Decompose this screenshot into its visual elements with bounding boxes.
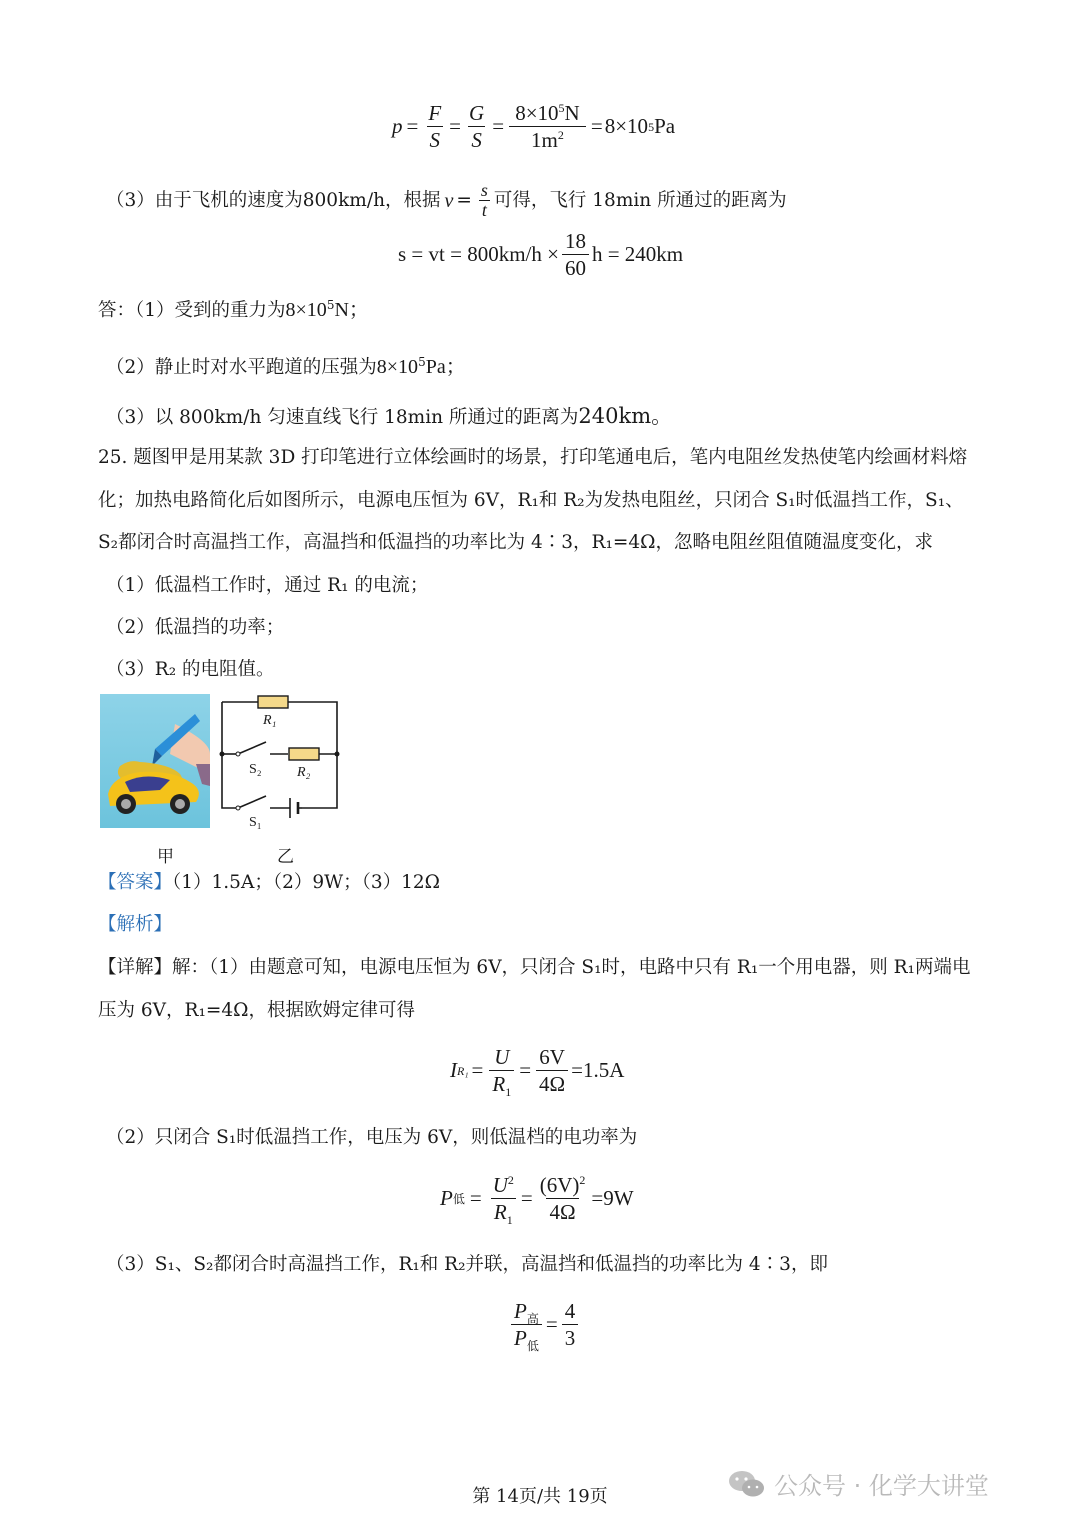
unit: N； <box>334 299 369 321</box>
denominator: 3 <box>562 1324 579 1351</box>
subscript: 高 <box>526 1312 539 1327</box>
symbol: P <box>514 1326 527 1350</box>
answer-text: （1）1.5A；（2）9W；（3）12Ω <box>172 872 441 893</box>
text: （3）以 800km/h 匀速直线飞行 18min 所通过的距离为 <box>106 407 579 428</box>
numerator: G <box>469 101 485 125</box>
numerator <box>537 1172 589 1198</box>
pen-photo <box>100 694 210 828</box>
q25-sub-3: （3）R₂ 的电阻值。 <box>106 659 275 680</box>
value: (6V) <box>539 1173 580 1197</box>
q25-text-line-2: 化；加热电路简化后如图所示，电源电压恒为 6V，R₁和 R₂为发热电阻丝，只闭合 S₁时低温挡工作，S₁、 <box>98 490 964 511</box>
q25-text-line-1: 25. 题图甲是用某款 3D 打印笔进行立体绘画时的场景，打印笔通电后，笔内电阻丝发热使笔内绘画材料熔 <box>98 447 968 468</box>
rhs: =9W <box>591 1186 634 1210</box>
symbol-v: v <box>444 189 454 212</box>
text: 可得，飞行 18min 所通过的距离为 <box>493 189 787 211</box>
value: 8×10 <box>604 114 649 138</box>
numerator: 6V <box>539 1045 565 1069</box>
exponent: 5 <box>418 354 426 369</box>
caption-jia: 甲 <box>157 847 174 867</box>
eq-sign: = <box>456 189 472 211</box>
rhs: h = 240km <box>591 242 684 266</box>
part2-text: （2）只闭合 S₁时低温挡工作，电压为 6V，则低温档的电功率为 <box>106 1127 638 1148</box>
text: （3）由于飞机的速度为800km/h，根据 <box>106 189 441 211</box>
numerator <box>490 1172 517 1198</box>
fraction <box>562 1298 579 1351</box>
fraction <box>478 181 491 220</box>
detail-line-1 <box>98 955 970 981</box>
fraction <box>509 100 586 153</box>
wechat-icon <box>728 1469 766 1499</box>
eq-sign: = <box>469 1186 482 1210</box>
eq-sign: = <box>519 1058 532 1082</box>
denominator: S <box>427 126 444 153</box>
fraction <box>511 1298 542 1354</box>
unit: N <box>564 101 580 125</box>
switch-s1-blade <box>238 796 266 808</box>
switch-contact <box>236 806 240 810</box>
value: 8×10 <box>515 101 559 125</box>
label-r1: R₁ <box>263 713 277 728</box>
eq-sign: = <box>590 114 603 138</box>
eq-sign: = <box>492 114 505 138</box>
rhs: =1.5A <box>571 1058 625 1082</box>
fraction <box>562 228 589 281</box>
answer-tag: 【答案】 <box>98 872 173 893</box>
value: 1m <box>531 128 558 152</box>
symbol: P <box>440 1186 453 1210</box>
detail-tag: 【详解】 <box>98 957 173 978</box>
denominator: S <box>468 126 485 153</box>
analysis-tag: 【解析】 <box>98 914 173 935</box>
exponent: 5 <box>326 297 335 312</box>
exponent: 2 <box>557 128 564 142</box>
label-r2: R₂ <box>297 765 311 780</box>
fraction <box>425 100 444 153</box>
text: 答：（1）受到的重力为 <box>98 300 286 321</box>
answer-1 <box>98 297 369 324</box>
pressure-equation: p = $\frac{F}{S}$ = $\frac{G}{S}$ = $\frac{8\times 10^5N}{1m^2}$ = 8×10 5 Pa <box>392 101 676 152</box>
subscript: 低 <box>526 1339 539 1354</box>
denominator: t <box>479 200 490 220</box>
wire <box>222 702 238 808</box>
watermark-text: 公众号 · 化学大讲堂 <box>774 1472 989 1500</box>
detail-line-2: 压为 6V，R₁=4Ω，根据欧姆定律可得 <box>98 1000 415 1021</box>
distance-equation <box>398 228 683 281</box>
answer-2 <box>106 354 466 381</box>
denominator <box>509 126 586 153</box>
exponent: 2 <box>579 1173 586 1187</box>
eq-sign: = <box>520 1186 533 1210</box>
numerator <box>511 1298 542 1327</box>
symbol: P <box>514 1299 527 1323</box>
q25-text-line-3: S₂都闭合时高温挡工作，高温挡和低温挡的功率比为 4∶3，R₁=4Ω，忽略电阻丝阻值随温度变化，求 <box>98 532 933 553</box>
numerator: U <box>494 1045 510 1069</box>
switch-s2-blade <box>238 742 266 754</box>
answer-3 <box>106 403 672 431</box>
unit: Pa <box>654 114 676 138</box>
q25-sub-2: （2）低温挡的功率； <box>106 617 285 638</box>
power-equation: P 低 = $\frac{U^2}{R_1}$ = $\frac{(6V)^2}{4\Omega}$ =9W <box>440 1173 634 1228</box>
numerator: s <box>480 180 488 200</box>
circuit-diagram <box>214 690 346 830</box>
symbol: R <box>493 1200 507 1224</box>
denominator: 60 <box>562 254 589 281</box>
fraction <box>466 100 487 153</box>
q3-text <box>106 181 787 220</box>
symbol: R <box>492 1072 506 1096</box>
denominator <box>489 1070 514 1100</box>
symbol: I <box>450 1058 457 1082</box>
numerator <box>512 100 583 126</box>
q25-sub-1: （1）低温档工作时，通过 R₁ 的电流； <box>106 575 429 596</box>
fraction <box>536 1044 568 1097</box>
answer-line <box>98 870 440 896</box>
denominator: 4Ω <box>546 1198 578 1225</box>
fraction <box>489 1044 514 1100</box>
numerator: 18 <box>564 229 586 253</box>
resistor-r2 <box>289 748 319 760</box>
denominator: 4Ω <box>536 1070 568 1097</box>
symbol: U <box>492 1173 508 1197</box>
caption-yi: 乙 <box>277 847 294 867</box>
label-s1: S₁ <box>249 815 262 830</box>
exponent: 2 <box>507 1173 514 1187</box>
denominator <box>511 1324 542 1354</box>
subscript: 1 <box>505 1085 512 1100</box>
numerator: F <box>428 101 442 125</box>
junction-dot <box>335 752 340 757</box>
part3-text: （3）S₁、S₂都闭合时高温挡工作，R₁和 R₂并联，高温挡和低温挡的功率比为 4∶3，即 <box>106 1254 828 1275</box>
watermark <box>728 1466 989 1501</box>
denominator <box>491 1198 516 1228</box>
junction-dot <box>220 752 225 757</box>
value: 240km。 <box>578 404 673 428</box>
eq-sign: = <box>449 114 462 138</box>
lhs: s = vt = 800km/h × <box>398 242 559 266</box>
subscript: 1 <box>506 1213 513 1228</box>
ratio-equation <box>508 1298 581 1354</box>
eq-sign: = <box>545 1312 558 1336</box>
resistor-r1 <box>258 696 288 708</box>
fraction <box>537 1172 589 1225</box>
current-equation: I R₁ = $\frac{U}{R_1}$ = $\frac{6V}{4\Omega}$ =1.5A <box>450 1045 625 1100</box>
numerator: 4 <box>564 1299 576 1323</box>
exponent: 5 <box>558 101 565 115</box>
eq-symbol: p <box>392 114 403 138</box>
text: （2）静止时对水平跑道的压强为 <box>106 357 377 378</box>
label-s2: S₂ <box>249 762 262 777</box>
value: 8×10 <box>285 299 327 321</box>
detail-text: 解：（1）由题意可知，电源电压恒为 6V，只闭合 S₁时，电路中只有 R₁一个用电器，则 R₁两端电 <box>172 957 971 978</box>
eq-sign: = <box>471 1058 484 1082</box>
unit: Pa； <box>425 356 466 378</box>
value: 8×10 <box>376 356 419 378</box>
eq-sign: = <box>406 114 419 138</box>
switch-contact <box>236 752 240 756</box>
page-footer: 第 14页/共 19页 <box>472 1486 608 1507</box>
fraction <box>490 1172 517 1228</box>
